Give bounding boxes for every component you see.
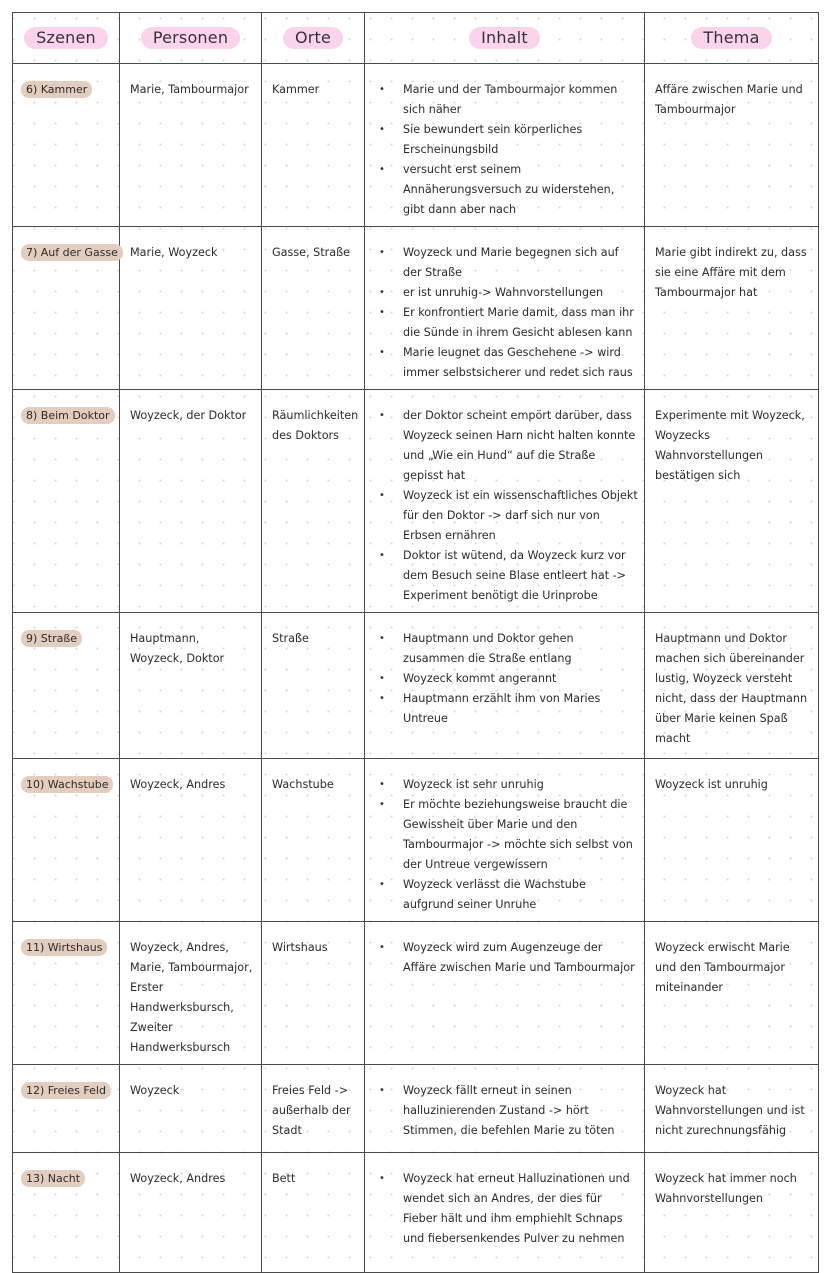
content-item: • Woyzeck verlässt die Wachstube aufgrund seiner Unruhe xyxy=(379,875,638,915)
scene-overview-table xyxy=(12,12,819,1273)
places-cell xyxy=(262,227,365,390)
scene-label: 12) Freies Feld xyxy=(21,1082,111,1099)
persons-text: Woyzeck, Andres xyxy=(130,1172,226,1185)
scene-cell xyxy=(13,390,120,613)
persons-text: Woyzeck, der Doktor xyxy=(130,409,247,422)
content-item: • Woyzeck und Marie begegnen sich auf der Straße xyxy=(379,243,638,283)
theme-text: Woyzeck erwischt Marie und den Tambourmajor miteinander xyxy=(655,941,790,994)
persons-text: Hauptmann, Woyzeck, Doktor xyxy=(130,632,225,665)
content-item: • er ist unruhig-> Wahnvorstellungen xyxy=(379,283,638,303)
theme-cell xyxy=(645,613,819,759)
content-item: • versucht erst seinem Annäherungsversuch zu widerstehen, gibt dann aber nach xyxy=(379,160,638,220)
theme-text: Experimente mit Woyzeck, Woyzecks Wahnvorstellungen bestätigen sich xyxy=(655,409,805,482)
content-list xyxy=(365,64,644,226)
content-item: • Er möchte beziehungsweise braucht die Gewissheit über Marie und den Tambourmajor -> möchte sich selbst von der Untreue vergewissern xyxy=(379,795,638,875)
content-list xyxy=(365,1065,644,1147)
content-list xyxy=(365,1153,644,1255)
header-inhalt xyxy=(365,13,645,64)
content-item: • Er konfrontiert Marie damit, dass man ihr die Sünde in ihrem Gesicht ablesen kann xyxy=(379,303,638,343)
scene-label: 9) Straße xyxy=(21,630,82,647)
content-cell xyxy=(365,613,645,759)
theme-cell xyxy=(645,922,819,1065)
places-cell xyxy=(262,613,365,759)
header-thema-label: Thema xyxy=(691,27,771,49)
content-cell xyxy=(365,1065,645,1153)
theme-text: Woyzeck hat Wahnvorstellungen und ist nicht zurechnungsfähig xyxy=(655,1084,805,1137)
theme-cell xyxy=(645,1065,819,1153)
persons-cell xyxy=(120,227,262,390)
table-row xyxy=(13,759,819,922)
scene-label: 11) Wirtshaus xyxy=(21,939,107,956)
scene-cell xyxy=(13,922,120,1065)
places-text: Freies Feld -> außerhalb der Stadt xyxy=(272,1084,351,1137)
places-cell xyxy=(262,1065,365,1153)
persons-cell xyxy=(120,1065,262,1153)
content-item: • Woyzeck wird zum Augenzeuge der Affäre zwischen Marie und Tambourmajor xyxy=(379,938,638,978)
content-item: • Hauptmann und Doktor gehen zusammen die Straße entlang xyxy=(379,629,638,669)
theme-text: Marie gibt indirekt zu, dass sie eine Affäre mit dem Tambourmajor hat xyxy=(655,246,807,299)
places-text: Räumlichkeiten des Doktors xyxy=(272,409,359,442)
persons-text: Woyzeck xyxy=(130,1084,180,1097)
content-cell xyxy=(365,64,645,227)
scene-label: 6) Kammer xyxy=(21,81,92,98)
places-text: Straße xyxy=(272,632,309,645)
content-list xyxy=(365,613,644,735)
theme-text: Hauptmann und Doktor machen sich übereinander lustig, Woyzeck versteht nicht, dass der Hauptmann über Marie keinen Spaß macht xyxy=(655,632,808,745)
content-list xyxy=(365,922,644,984)
places-cell xyxy=(262,1153,365,1273)
places-cell xyxy=(262,64,365,227)
content-item: • Marie und der Tambourmajor kommen sich näher xyxy=(379,80,638,120)
content-item: • Woyzeck ist sehr unruhig xyxy=(379,775,638,795)
content-item: • Doktor ist wütend, da Woyzeck kurz vor dem Besuch seine Blase entleert hat -> Experiment benötigt die Urinprobe xyxy=(379,546,638,606)
theme-cell xyxy=(645,64,819,227)
persons-cell xyxy=(120,64,262,227)
content-cell xyxy=(365,922,645,1065)
table-row xyxy=(13,613,819,759)
persons-cell xyxy=(120,1153,262,1273)
content-item: • Woyzeck kommt angerannt xyxy=(379,669,638,689)
places-text: Bett xyxy=(272,1172,296,1185)
persons-text: Woyzeck, Andres xyxy=(130,778,226,791)
scene-cell xyxy=(13,1153,120,1273)
content-item: • Woyzeck hat erneut Halluzinationen und wendet sich an Andres, der dies für Fieber hält und ihm emphiehlt Schnaps und fiebersenkendes Pulver zu nehmen xyxy=(379,1169,638,1249)
theme-text: Affäre zwischen Marie und Tambourmajor xyxy=(655,83,803,116)
scene-label: 10) Wachstube xyxy=(21,776,113,793)
scene-cell xyxy=(13,227,120,390)
content-cell xyxy=(365,1153,645,1273)
places-cell xyxy=(262,390,365,613)
content-item: • der Doktor scheint empört darüber, dass Woyzeck seinen Harn nicht halten konnte und „Wie ein Hund“ auf die Straße gepisst hat xyxy=(379,406,638,486)
theme-cell xyxy=(645,227,819,390)
theme-text: Woyzeck ist unruhig xyxy=(655,778,768,791)
content-list xyxy=(365,390,644,612)
content-list xyxy=(365,227,644,389)
header-personen-label: Personen xyxy=(141,27,240,49)
persons-cell xyxy=(120,922,262,1065)
scene-cell xyxy=(13,64,120,227)
persons-cell xyxy=(120,759,262,922)
persons-text: Marie, Tambourmajor xyxy=(130,83,249,96)
persons-cell xyxy=(120,390,262,613)
persons-cell xyxy=(120,613,262,759)
persons-text: Woyzeck, Andres, Marie, Tambourmajor, Erster Handwerksbursch, Zweiter Handwerksbursch xyxy=(130,941,253,1054)
table-row xyxy=(13,1153,819,1273)
header-personen xyxy=(120,13,262,64)
persons-text: Marie, Woyzeck xyxy=(130,246,218,259)
theme-cell xyxy=(645,1153,819,1273)
table-row xyxy=(13,922,819,1065)
header-szenen xyxy=(13,13,120,64)
content-item: • Woyzeck fällt erneut in seinen halluzinierenden Zustand -> hört Stimmen, die befehlen Marie zu töten xyxy=(379,1081,638,1141)
theme-cell xyxy=(645,759,819,922)
places-text: Kammer xyxy=(272,83,320,96)
content-cell xyxy=(365,759,645,922)
table-row xyxy=(13,1065,819,1153)
content-list xyxy=(365,759,644,921)
header-inhalt-label: Inhalt xyxy=(469,27,540,49)
table-row xyxy=(13,390,819,613)
content-cell xyxy=(365,227,645,390)
content-item: • Sie bewundert sein körperliches Erscheinungsbild xyxy=(379,120,638,160)
header-szenen-label: Szenen xyxy=(24,27,108,49)
header-orte-label: Orte xyxy=(283,27,343,49)
content-item: • Marie leugnet das Geschehene -> wird immer selbstsicherer und redet sich raus xyxy=(379,343,638,383)
scene-label: 8) Beim Doktor xyxy=(21,407,115,424)
content-cell xyxy=(365,390,645,613)
header-orte xyxy=(262,13,365,64)
scene-cell xyxy=(13,1065,120,1153)
places-text: Gasse, Straße xyxy=(272,246,351,259)
scene-label: 13) Nacht xyxy=(21,1170,85,1187)
scene-label: 7) Auf der Gasse xyxy=(21,244,123,261)
places-text: Wachstube xyxy=(272,778,334,791)
places-cell xyxy=(262,759,365,922)
theme-text: Woyzeck hat immer noch Wahnvorstellungen xyxy=(655,1172,797,1205)
theme-cell xyxy=(645,390,819,613)
content-item: • Woyzeck ist ein wissenschaftliches Objekt für den Doktor -> darf sich nur von Erbsen ernähren xyxy=(379,486,638,546)
header-row xyxy=(13,13,819,64)
scene-cell xyxy=(13,759,120,922)
scene-cell xyxy=(13,613,120,759)
table-row xyxy=(13,64,819,227)
content-item: • Hauptmann erzählt ihm von Maries Untreue xyxy=(379,689,638,729)
header-thema xyxy=(645,13,819,64)
places-cell xyxy=(262,922,365,1065)
places-text: Wirtshaus xyxy=(272,941,328,954)
table-row xyxy=(13,227,819,390)
